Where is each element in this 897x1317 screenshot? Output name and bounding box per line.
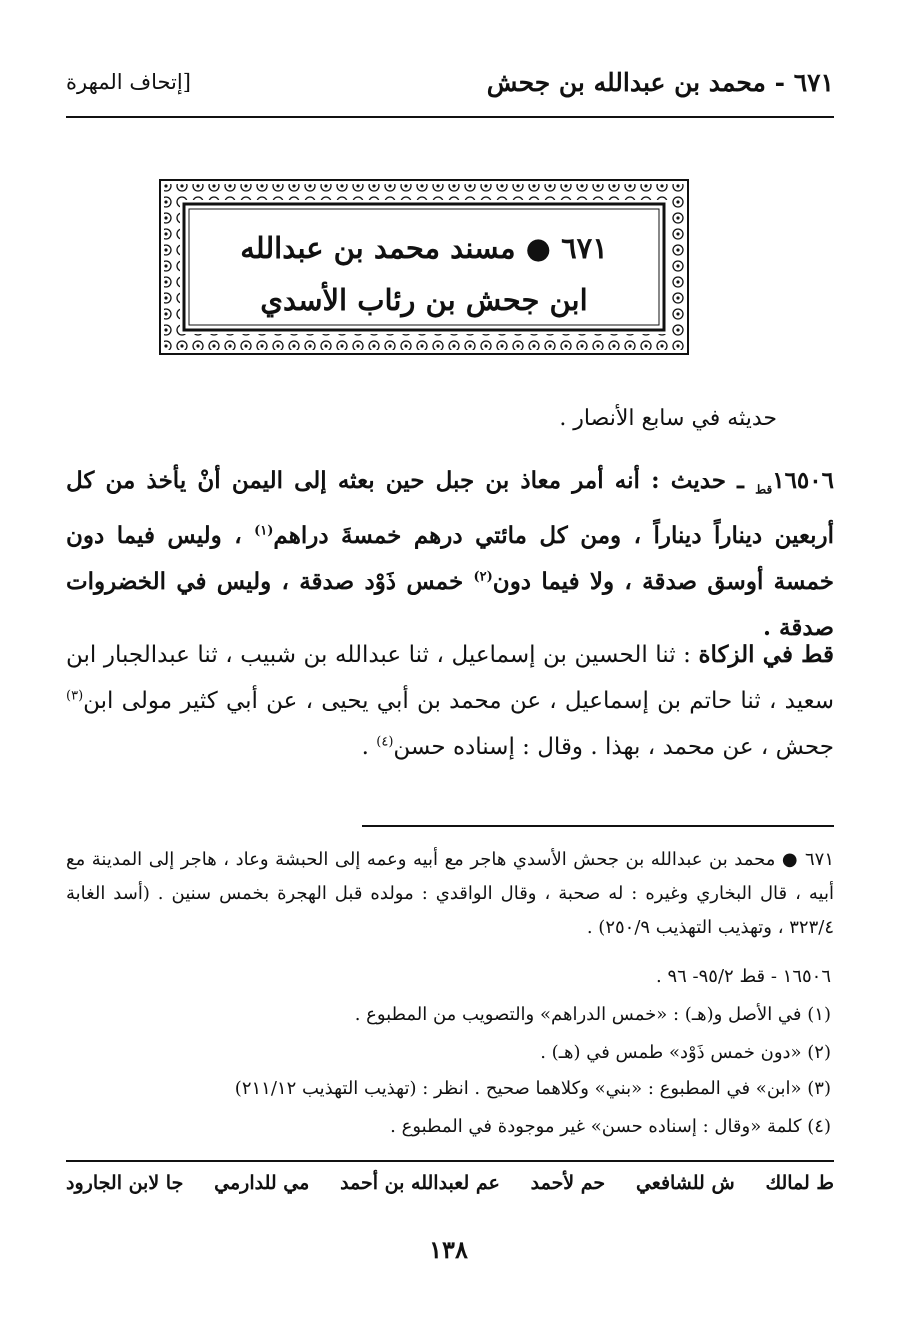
abbreviation-item: عم لعبدالله بن أحمد (340, 1172, 500, 1194)
hadith-text-part-b: ، وليس فيما دون خمسة أوسق صدقة ، ولا فيما دون (66, 521, 834, 595)
isnad-text-part-c: . (361, 734, 377, 760)
hadith-number: ١٦٥٠٦ (772, 467, 834, 494)
hadith-text (66, 458, 834, 651)
running-header (66, 62, 834, 106)
isnad-text-part-a: : ثنا الحسين بن إسماعيل ، ثنا عبدالله بن شبيب ، ثنا عبدالجبار ابن سعيد ، ثنا حاتم بن إسماعيل ، عن محمد بن أبي يحيى ، عن أبي كثير مولى ابن (66, 642, 834, 714)
isnad-text (66, 632, 834, 770)
footnote-ref-1: (١) (254, 522, 274, 538)
footnote-2: (٢) «دون خمس ذَوْد» طمس في (هـ) . (540, 1042, 831, 1063)
footnote-divider (362, 825, 834, 827)
chapter-title-line2: ابن جحش بن رئاب الأسدي (260, 283, 588, 317)
abbreviation-item: جا لابن الجارود (66, 1172, 184, 1194)
hadith-text-part-a: ـ حديث : أنه أمر معاذ بن جبل حين بعثه إلى اليمن أنْ يأخذ من كل أربعين ديناراً ديناراً ، ومن كل مائتي درهم خمسةَ دراهم (66, 467, 835, 549)
footnote-ref-2: (٢) (473, 568, 493, 584)
chapter-title-line1: ٦٧١ ● مسند محمد بن عبدالله (240, 231, 608, 265)
abbreviation-item: ش للشافعي (635, 1172, 735, 1194)
abbreviations-divider (66, 1160, 834, 1162)
hadith-source-mark: قط (755, 482, 773, 497)
header-divider (66, 116, 834, 118)
footnote-ref-3: (٣) (66, 688, 84, 704)
hadith-text-part-c: خمس ذَوْد صدقة ، وليس في الخضروات صدقة . (66, 567, 834, 641)
abbreviation-item: مي للدارمي (214, 1172, 310, 1194)
abbreviations-key (66, 1172, 834, 1194)
footnote-ref-4: (٤) (376, 734, 394, 750)
chapter-title-frame (158, 178, 690, 356)
isnad-lead: قط في الزكاة (698, 641, 834, 668)
intro-line: حديثه في سابع الأنصار . (559, 406, 777, 431)
footnote-biography: ٦٧١ ● محمد بن عبدالله بن جحش الأسدي هاجر مع أبيه وعمه إلى الحبشة وعاد ، هاجر إلى المدينة مع أبيه ، قال البخاري وغيره : له صحبة ، وقال الواقدي : مولده قبل الهجرة بخمس سنين . (أسد الغابة ٣٢٣/٤ ، وتهذيب التهذيب ٢٥٠/٩) . (66, 849, 834, 938)
header-chapter-title: ٦٧١ - محمد بن عبدالله بن جحش (486, 68, 834, 97)
abbreviation-item: حم لأحمد (530, 1172, 606, 1194)
footnote-reference: ١٦٥٠٦ - قط ٩٥/٢- ٩٦ . (656, 966, 831, 987)
footnote-1: (١) في الأصل و(هـ) : «خمس الدراهم» والتصويب من المطبوع . (354, 1004, 831, 1025)
header-book-title: [إتحاف المهرة (66, 70, 191, 94)
footnote-4: (٤) كلمة «وقال : إسناده حسن» غير موجودة في المطبوع . (390, 1116, 831, 1137)
abbreviation-item: ط لمالك (765, 1172, 834, 1194)
chapter-title (190, 222, 658, 326)
page-number: ١٣٨ (429, 1235, 468, 1264)
footnote-3: (٣) «ابن» في المطبوع : «بني» وكلاهما صحيح . انظر : (تهذيب التهذيب ٢١١/١٢) (234, 1078, 831, 1099)
isnad-text-part-b: جحش ، عن محمد ، بهذا . وقال : إسناده حسن (393, 734, 834, 760)
